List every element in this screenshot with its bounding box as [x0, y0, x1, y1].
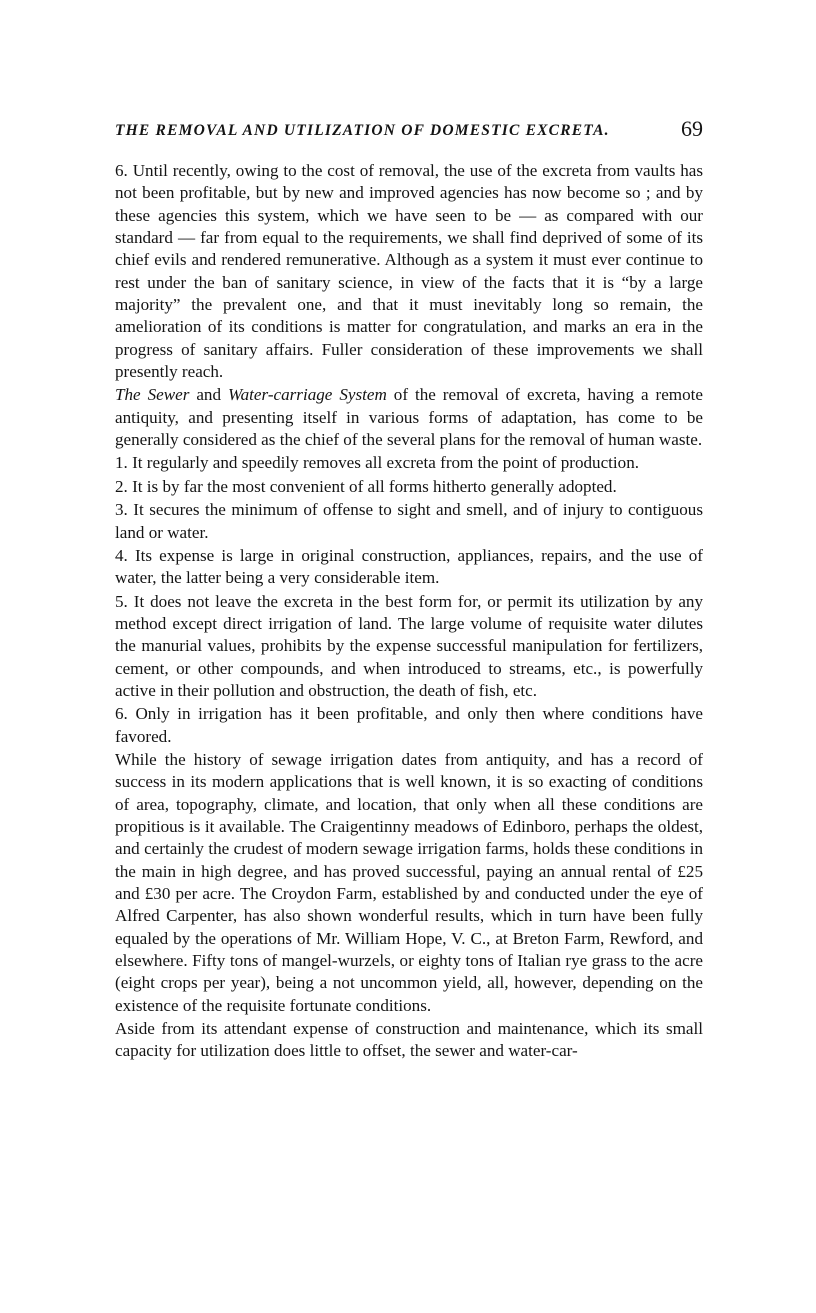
- paragraph: [115, 384, 703, 451]
- list-paragraph: 6. Only in irrigation has it been profitable, and only then where conditions have favored.: [115, 704, 703, 746]
- page-number: 69: [681, 116, 703, 141]
- list-paragraph: 5. It does not leave the excreta in the best form for, or permit its utilization by any method except direct irrigation of land. The large volume of requisite water dilutes the manurial values, prohibits by the expense successful manipulation for fertilizers, cement, or other compounds, and when introduced to streams, etc., is powerfully active in their pollution and obstruction, the death of fish, etc.: [115, 591, 703, 700]
- italic-term: Water-carriage System: [227, 385, 387, 405]
- list-paragraph: 2. It is by far the most convenient of all forms hitherto generally adopted.: [115, 476, 617, 496]
- text-run: and: [189, 385, 228, 405]
- book-page: [115, 116, 703, 1063]
- list-paragraph: 4. Its expense is large in original construction, appliances, repairs, and the use of water, the latter being a very considerable item.: [115, 545, 703, 588]
- running-head: [115, 116, 703, 146]
- text-run: of the removal of excreta, having a remote antiquity, and presenting itself in various forms of adaptation, has come to be generally considered as the chief of the several plans for the removal of human waste.: [115, 385, 703, 450]
- paragraph: While the history of sewage irrigation dates from antiquity, and has a record of success in its modern applications that is well known, it is so exacting of conditions of area, topography, climate, and location, that only when all these conditions are propitious is it available. The Craigentinny meadows of Edinboro, perhaps the oldest, and certainly the crudest of modern sewage irrigation farms, holds these conditions in the main in high degree, and has proved successful, paying an annual rental of £25 and £30 per acre. The Croydon Farm, established by and conducted under the eye of Alfred Carpenter, has also shown wonderful results, which in turn have been fully equaled by the operations of Mr. William Hope, V. C., at Breton Farm, Rewford, and elsewhere. Fifty tons of mangel-wurzels, or eighty tons of Italian rye grass to the acre (eight crops per year), being a not uncommon yield, all, however, depending on the existence of the requisite fortunate conditions.: [115, 749, 703, 1015]
- list-paragraph: 1. It regularly and speedily removes all excreta from the point of production.: [115, 453, 640, 473]
- paragraph: 6. Until recently, owing to the cost of removal, the use of the excreta from vaults has not been profitable, but by new and improved agencies has now become so ; and by these agencies this system, which we have seen to be — as compared with our standard — far from equal to the requirements, we shall find deprived of some of its chief evils and rendered remunerative. Although as a system it must ever continue to rest under the ban of sanitary science, in view of the facts that it is “by a large majority” the prevalent one, and that it must inevitably long so remain, the amelioration of its conditions is matter for congratulation, and marks an era in the progress of sanitary affairs. Fuller consideration of these improvements we shall presently reach.: [115, 161, 703, 382]
- running-title: THE REMOVAL AND UTILIZATION OF DOMESTIC EXCRETA.: [115, 122, 610, 139]
- body-text: [115, 160, 703, 1063]
- list-paragraph: 3. It secures the minimum of offense to sight and smell, and of injury to contiguous land or water.: [115, 500, 703, 542]
- italic-term: The Sewer: [115, 385, 190, 405]
- paragraph: Aside from its attendant expense of construction and maintenance, which its small capacity for utilization does little to offset, the sewer and water-car-: [115, 1019, 703, 1061]
